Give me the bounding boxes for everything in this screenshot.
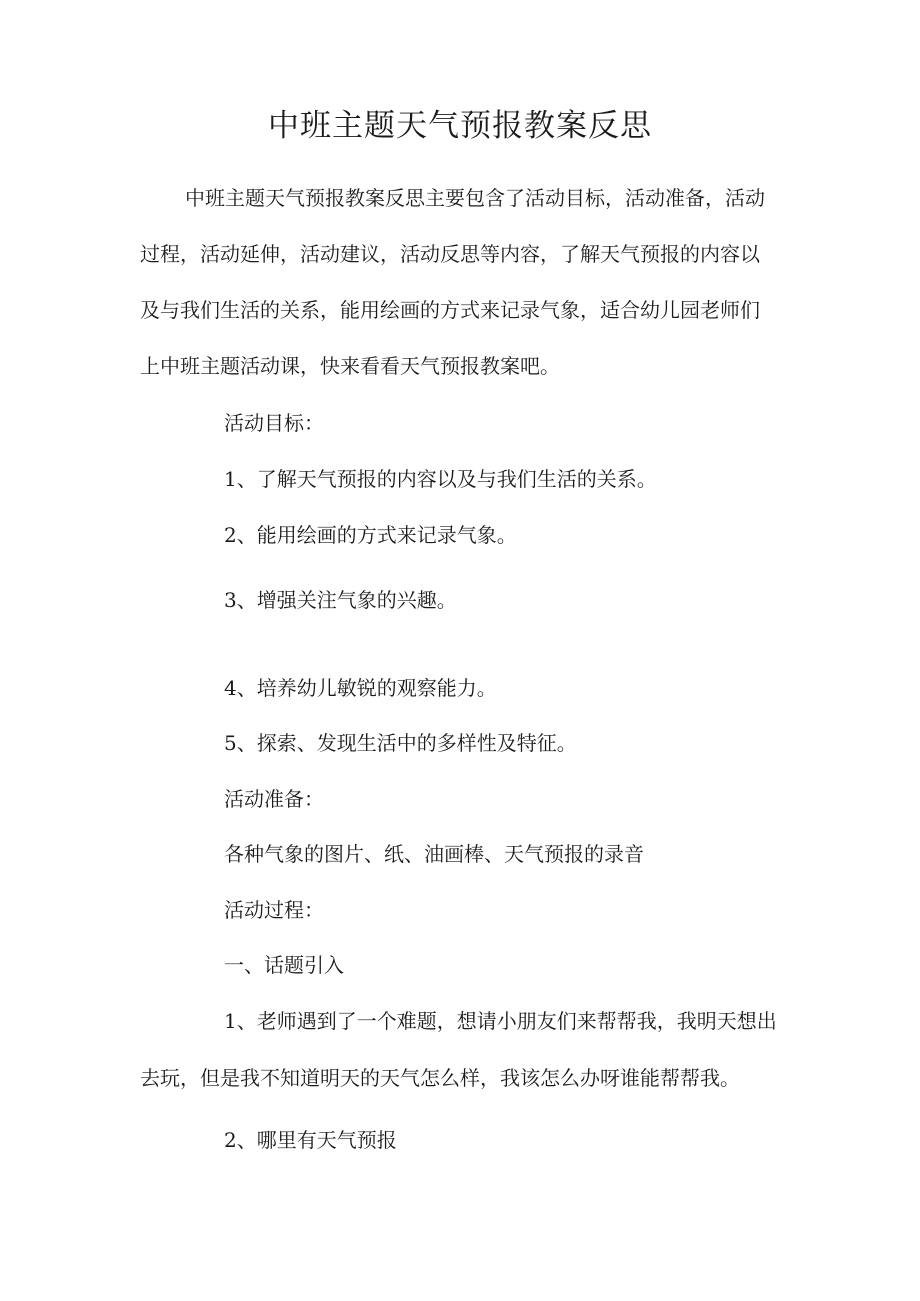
goal-item: 2、能用绘画的方式来记录气象。: [224, 523, 517, 547]
goal-item: 1、了解天气预报的内容以及与我们生活的关系。: [224, 467, 657, 491]
document-title: 中班主题天气预报教案反思: [268, 108, 652, 144]
process-step-line: 1、老师遇到了一个难题，想请小朋友们来帮帮我，我明天想出: [224, 1009, 777, 1033]
intro-line: 中班主题天气预报教案反思主要包含了活动目标，活动准备，活动: [185, 186, 765, 210]
prep-text: 各种气象的图片、纸、油画棒、天气预报的录音: [224, 842, 644, 866]
goal-item: 4、培养幼儿敏锐的观察能力。: [224, 676, 497, 700]
goal-item: 5、探索、发现生活中的多样性及特征。: [224, 731, 577, 755]
intro-line: 及与我们生活的关系，能用绘画的方式来记录气象，适合幼儿园老师们: [140, 298, 760, 322]
goal-item: 3、增强关注气象的兴趣。: [224, 588, 457, 612]
goals-heading: 活动目标：: [224, 411, 324, 435]
process-step-line: 2、哪里有天气预报: [224, 1128, 397, 1152]
process-heading: 活动过程：: [224, 898, 324, 922]
process-section-title: 一、话题引入: [224, 953, 344, 977]
intro-line: 过程，活动延伸，活动建议，活动反思等内容，了解天气预报的内容以: [140, 242, 760, 266]
prep-heading: 活动准备：: [224, 787, 324, 811]
process-step-line: 去玩，但是我不知道明天的天气怎么样，我该怎么办呀谁能帮帮我。: [140, 1066, 740, 1090]
intro-line: 上中班主题活动课，快来看看天气预报教案吧。: [140, 354, 560, 378]
